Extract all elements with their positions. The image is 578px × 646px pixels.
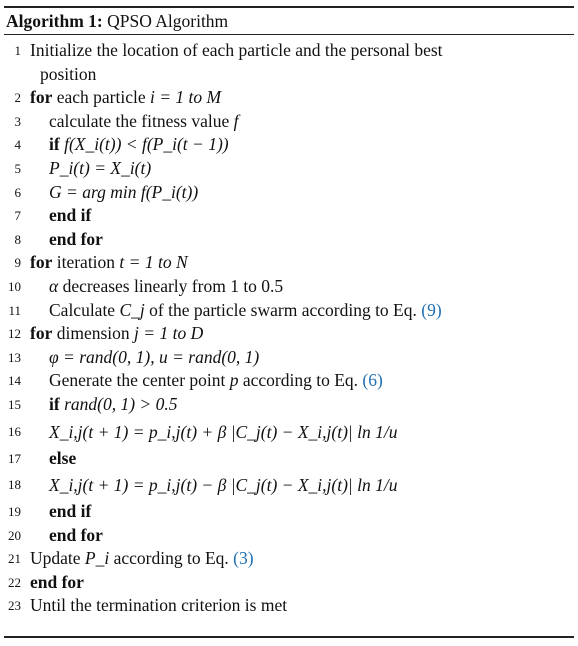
algorithm-box	[4, 6, 574, 618]
line-number: 5	[14, 160, 21, 176]
line-3: 3 calculate the fitness value f	[4, 110, 574, 134]
line-number: 21	[8, 551, 21, 567]
line-4: 4 if f(X_i(t)) < f(P_i(t − 1))	[4, 133, 574, 157]
line-number: 13	[8, 349, 21, 365]
line-12: 12 for dimension j = 1 to D	[4, 322, 574, 346]
line-1: 1 Initialize the location of each particle and the personal best position	[4, 39, 574, 86]
equation-ref-link[interactable]: (3)	[233, 548, 254, 569]
line-19: 19 end if	[4, 500, 574, 524]
line-2: 2 for each particle i = 1 to M	[4, 86, 574, 110]
line-21: 21 Update P_i according to Eq. (3)	[4, 547, 574, 571]
line-10: 10 α decreases linearly from 1 to 0.5	[4, 275, 574, 299]
line-11: 11 Calculate C_j of the particle swarm according to Eq. (9)	[4, 299, 574, 323]
line-number: 8	[14, 231, 21, 247]
line-number: 18	[8, 477, 21, 493]
line-number: 20	[8, 527, 21, 543]
line-6: 6 G = arg min f(P_i(t))	[4, 181, 574, 205]
line-number: 11	[8, 302, 21, 318]
algorithm-header	[4, 8, 574, 34]
line-17: 17 else	[4, 447, 574, 471]
line-18	[4, 470, 574, 500]
line-5: 5 P_i(t) = X_i(t)	[4, 157, 574, 181]
line-20: 20 end for	[4, 524, 574, 548]
bottom-rule	[4, 636, 574, 638]
line-number: 3	[14, 113, 21, 129]
line-number: 22	[8, 574, 21, 590]
line-number: 2	[14, 90, 21, 106]
algorithm-title: QPSO Algorithm	[107, 11, 229, 31]
line-8: 8 end for	[4, 228, 574, 252]
line-number: 9	[14, 255, 21, 271]
line-7: 7 end if	[4, 204, 574, 228]
line-number: 15	[8, 396, 21, 412]
algorithm-label: Algorithm 1:	[6, 11, 103, 31]
line-22: 22 end for	[4, 571, 574, 595]
line-number: 17	[8, 450, 21, 466]
line-15: 15 if rand(0, 1) > 0.5	[4, 393, 574, 417]
line-14: 14 Generate the center point p according to Eq. (6)	[4, 369, 574, 393]
algorithm-lines	[4, 35, 574, 618]
line-number: 1	[14, 43, 21, 58]
equation-ref-link[interactable]: (6)	[362, 370, 383, 391]
line-number: 7	[14, 208, 21, 224]
line-number: 19	[8, 504, 21, 520]
update-formula-minus: X_i,j(t + 1) = p_i,j(t) − β |C_j(t) − X_i,j(t)| ln 1/u	[49, 475, 398, 496]
line-number: 10	[8, 278, 21, 294]
line-9: 9 for iteration t = 1 to N	[4, 251, 574, 275]
line-16	[4, 417, 574, 447]
line-number: 12	[8, 326, 21, 342]
update-formula-plus: X_i,j(t + 1) = p_i,j(t) + β |C_j(t) − X_i,j(t)| ln 1/u	[49, 421, 398, 442]
line-number: 23	[8, 598, 21, 614]
line-13: 13 φ = rand(0, 1), u = rand(0, 1)	[4, 346, 574, 370]
equation-ref-link[interactable]: (9)	[421, 299, 442, 320]
line-number: 14	[8, 373, 21, 389]
line-number: 4	[14, 137, 21, 153]
line-23: 23 Until the termination criterion is met	[4, 594, 574, 618]
line-number: 16	[8, 423, 21, 439]
line-number: 6	[14, 184, 21, 200]
